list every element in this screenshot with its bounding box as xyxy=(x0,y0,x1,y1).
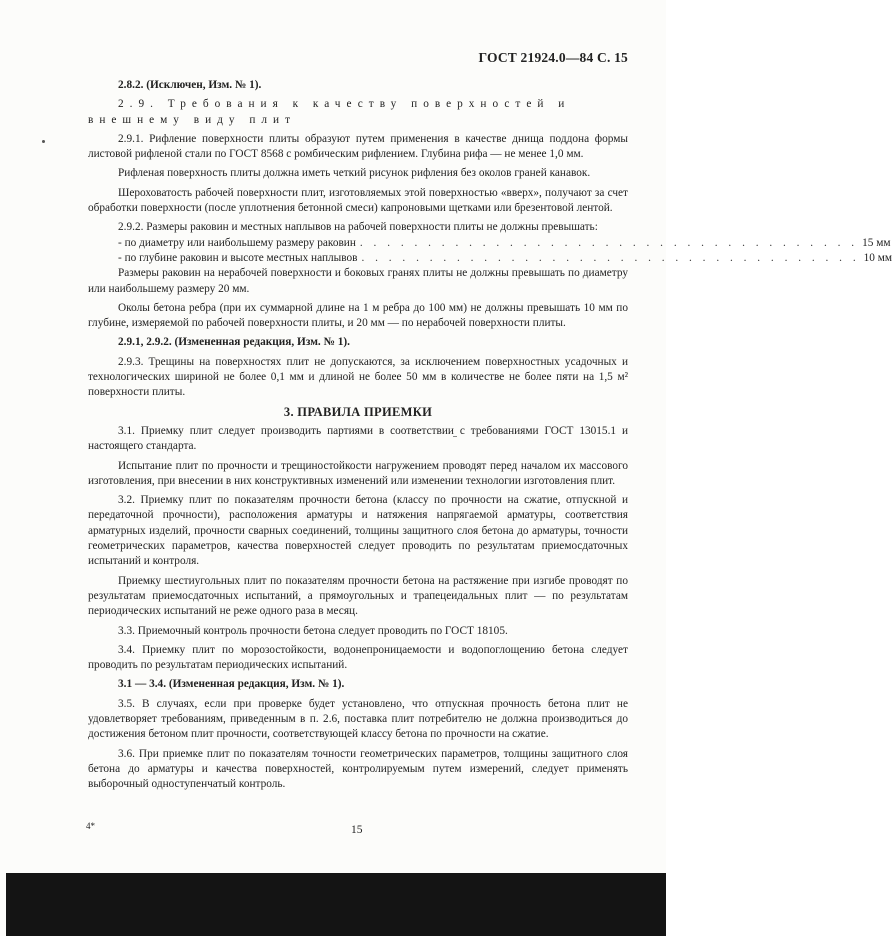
paragraph-2-9-2: 2.9.2. Размеры раковин и местных наплывов на рабочей поверхности плиты не должны превышать: xyxy=(118,221,598,234)
paragraph-3-2: 3.2. Приемку плит по показателям прочности бетона (классу по прочности на сжатие, отпускной и передаточной прочности), расположения арматуры и натяжения напрягаемой арматуры, соответствия арматурных изделий, прочности сварных соединений, толщины защитного слоя бетона до арматуры, точности геометрических параметров, качества поверхностей следует проводить по результатам приемосдаточных испытаний и контроля. xyxy=(88,494,628,568)
paragraph-3-1: 3.1. Приемку плит следует производить партиями в соответствии с требованиями ГОСТ 13015.1 и настоящего стандарта. xyxy=(88,424,628,453)
body-text xyxy=(88,78,892,796)
section-title: 3. ПРАВИЛА ПРИЕМКИ xyxy=(283,404,433,419)
paragraph-2-9-1: 2.9.1. Рифление поверхности плиты образуют путем применения в качестве днища поддона формы листовой рифленой стали по ГОСТ 8568 с ромбическим рифлением. Глубина рифа — не менее 1,0 мм. xyxy=(88,132,628,161)
paragraph-okoly: Околы бетона ребра (при их суммарной длине на 1 м ребра до 100 мм) не должны превышать 10 мм по глубине, измеряемой по рабочей поверхности плиты, и 20 мм — по нерабочей поверхности плиты. xyxy=(88,301,628,330)
signature-mark: 4* xyxy=(86,821,95,831)
paragraph-edition-note-2: 3.1 — 3.4. (Измененная редакция, Изм. № 1). xyxy=(118,678,345,691)
limit-value: 10 мм xyxy=(863,251,892,264)
limit-label: - по глубине раковин и высоте местных наплывов xyxy=(118,251,358,264)
paragraph-riflenie: Рифленая поверхность плиты должна иметь четкий рисунок рифления без околов граней канавок. xyxy=(118,167,591,180)
paragraph-rakoviny: Размеры раковин на нерабочей поверхности и боковых гранях плиты не должны превышать по диаметру или наибольшему размеру 20 мм. xyxy=(88,267,628,295)
scan-dark-band xyxy=(6,873,666,936)
page-number: 15 xyxy=(351,824,363,836)
paragraph-3-5: 3.5. В случаях, если при проверке будет установлено, что отпускная прочность бетона плит не удовлетворяет требованиям, приведенным в п. 2.6, поставка плит потребителю не должна производиться до достижения бетоном плит прочности, соответствующей классу бетона по прочности на сжатие. xyxy=(88,697,628,741)
limit-row-depth xyxy=(88,251,892,266)
paragraph-shestiugolnye: Приемку шестиугольных плит по показателям прочности бетона на растяжение при изгибе проводят по результатам приемосдаточных испытаний, а прямоугольных и трапецеидальных плит — по результатам периодических испытаний не реже одного раза в месяц. xyxy=(88,574,628,618)
paragraph-2-9-3: 2.9.3. Трещины на поверхностях плит не допускаются, за исключением поверхностных усадочных и технологических шириной не более 0,1 мм и длиной не более 50 мм в количестве не более пяти на 1,5 м² поверхности плиты. xyxy=(88,355,628,399)
paragraph-sherokhovatost: Шероховатость рабочей поверхности плит, изготовляемых этой поверхностью «вверх», получают за счет обработки поверхности (после уплотнения бетонной смеси) капроновыми щетками или брезентовой лентой. xyxy=(88,186,628,215)
limit-value: 15 мм xyxy=(862,236,891,249)
limit-row-diameter xyxy=(88,236,891,251)
limit-label: - по диаметру или наибольшему размеру раковин xyxy=(118,236,356,249)
heading-2-9: 2.9. Требования к качеству поверхностей и внешнему виду плит xyxy=(88,98,571,126)
leader-dots: . . . . . . . . . . . . . . . . . . . . . . . . . . . . . . . . . . . . . xyxy=(359,236,859,249)
paragraph-edition-note-1: 2.9.1, 2.9.2. (Измененная редакция, Изм. № 1). xyxy=(118,336,350,349)
paragraph-3-4: 3.4. Приемку плит по морозостойкости, водонепроницаемости и водопоглощению бетона следует проводить по результатам периодических испытаний. xyxy=(88,643,628,672)
scan-speck xyxy=(42,140,45,143)
paragraph-3-6: 3.6. При приемке плит по показателям точности геометрических параметров, толщины защитного слоя бетона до арматуры и качества поверхностей, контролируемым путем измерений, следует применять выборочный одноступенчатый контроль. xyxy=(88,747,628,791)
page-header: ГОСТ 21924.0—84 С. 15 xyxy=(478,50,628,65)
leader-dots: . . . . . . . . . . . . . . . . . . . . . . . . . . . . . . . . . . . . . xyxy=(361,251,860,264)
paragraph-2-8-2: 2.8.2. (Исключен, Изм. № 1). xyxy=(118,79,262,91)
paragraph-3-3: 3.3. Приемочный контроль прочности бетона следует проводить по ГОСТ 18105. xyxy=(118,624,508,637)
paragraph-ispytanie: Испытание плит по прочности и трещиностойкости нагружением проводят перед началом их массового изготовления, при внесении в них конструктивных изменений или изменении технологии изготовления плит. xyxy=(88,459,628,487)
